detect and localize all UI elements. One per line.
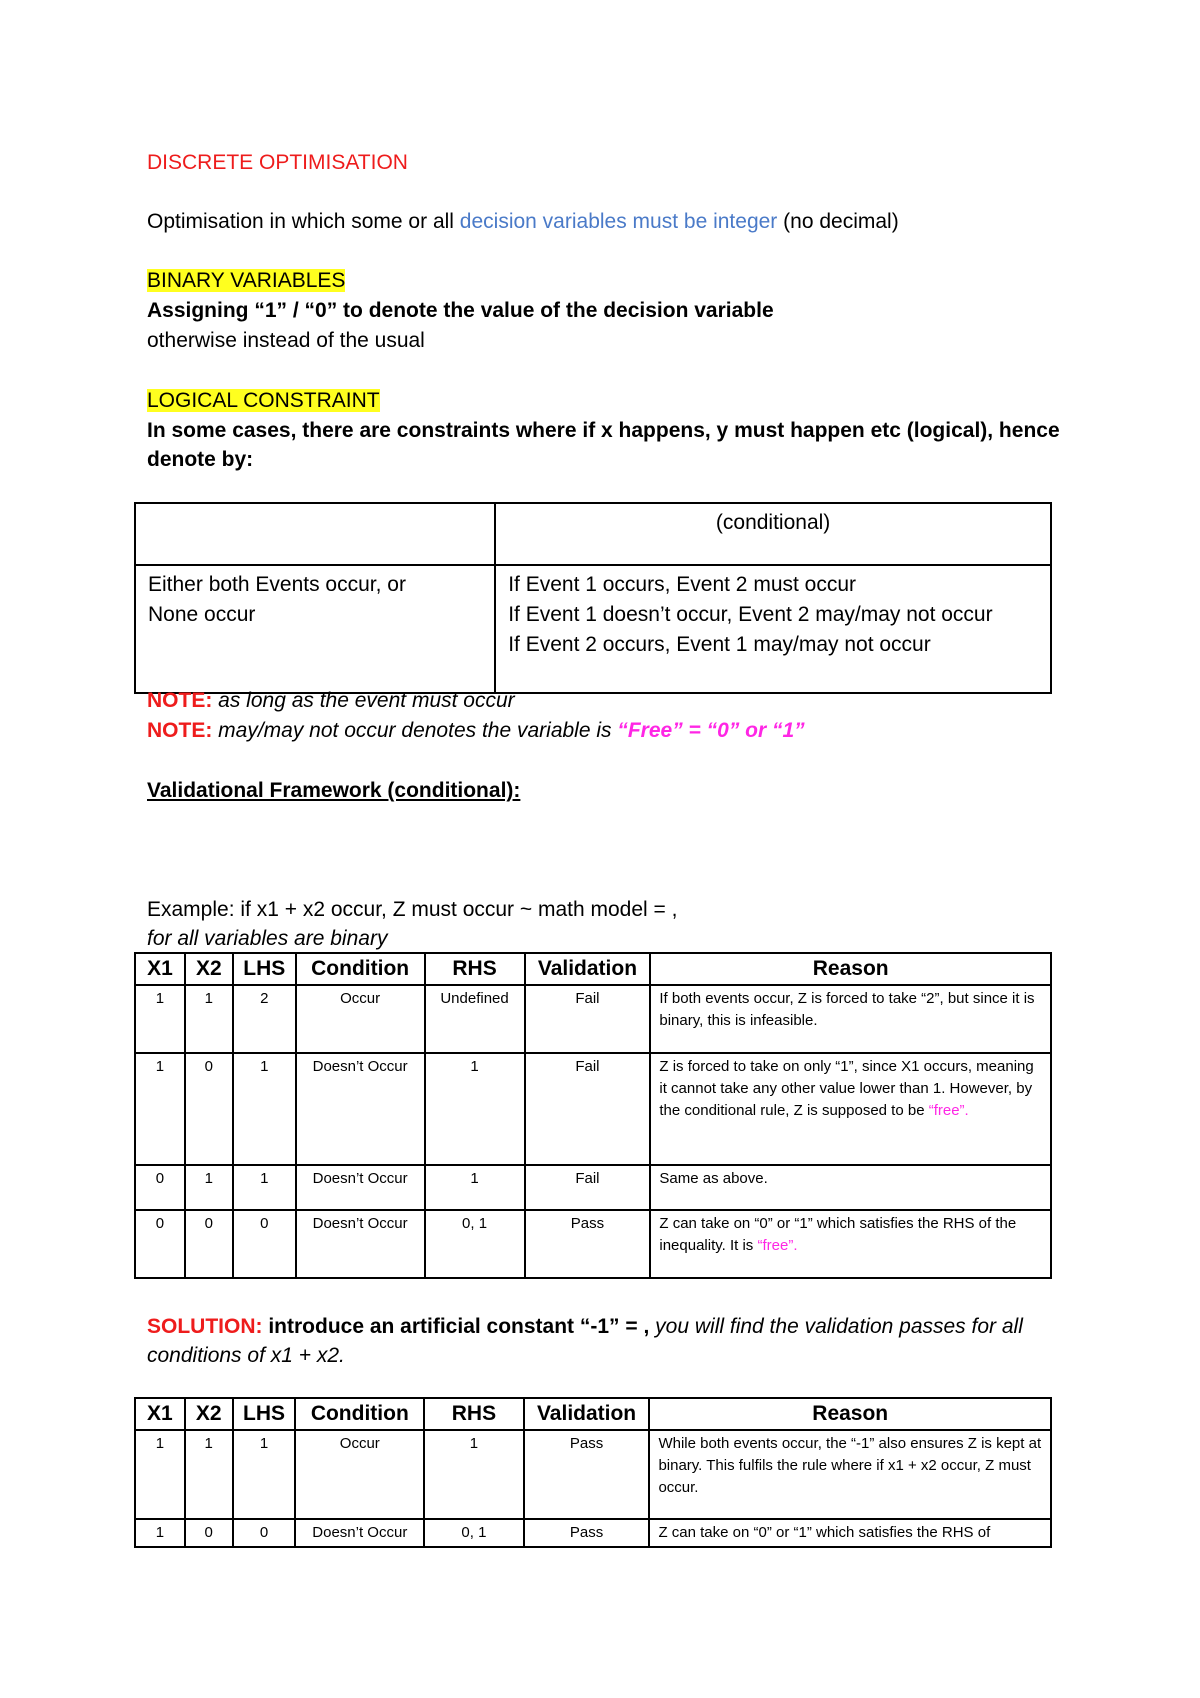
solution-line-2: conditions of x1 + x2.	[147, 1344, 345, 1367]
header-lhs: LHS	[233, 953, 296, 985]
cell-condition: Doesn’t Occur	[295, 1519, 424, 1547]
cell-condition: Doesn’t Occur	[296, 1053, 425, 1165]
logic-header-right: (conditional)	[495, 503, 1051, 565]
intro-highlight: decision variables must be integer	[459, 210, 778, 233]
note-2	[147, 716, 805, 746]
table-row	[135, 1430, 1051, 1519]
table-row	[135, 1053, 1051, 1165]
logic-table	[134, 502, 1052, 694]
cell-x1: 1	[135, 985, 185, 1053]
reason-text: Z can take on “0” or “1” which satisfies the RHS of	[658, 1524, 991, 1541]
cell-rhs: 0, 1	[425, 1210, 525, 1278]
cell-reason	[649, 1519, 1051, 1547]
note-label: NOTE:	[147, 719, 213, 742]
table-row	[135, 985, 1051, 1053]
intro-suffix: (no decimal)	[777, 210, 899, 233]
cell-validation: Fail	[525, 985, 651, 1053]
table-row	[135, 1519, 1051, 1547]
table-header-row	[135, 953, 1051, 985]
binary-heading: BINARY VARIABLES	[147, 269, 346, 292]
cell-rhs: Undefined	[425, 985, 525, 1053]
document-title: DISCRETE OPTIMISATION	[147, 151, 408, 174]
cell-lhs: 2	[233, 985, 296, 1053]
note-label: NOTE:	[147, 689, 213, 712]
cell-x1: 1	[135, 1519, 185, 1547]
logical-section-heading	[147, 386, 380, 416]
cell-condition: Doesn’t Occur	[296, 1165, 425, 1210]
solution-italic: you will find the validation passes for all	[649, 1315, 1023, 1338]
cell-x1: 0	[135, 1165, 185, 1210]
solution-label: SOLUTION:	[147, 1315, 263, 1338]
cell-x1: 0	[135, 1210, 185, 1278]
header-x1: X1	[135, 1398, 185, 1430]
logic-right-cell	[495, 565, 1051, 693]
header-x2: X2	[185, 1398, 233, 1430]
header-condition: Condition	[295, 1398, 424, 1430]
header-reason: Reason	[650, 953, 1051, 985]
logic-right-line: If Event 2 occurs, Event 1 may/may not occur	[508, 633, 931, 656]
logical-line-1: In some cases, there are constraints where if x happens, y must happen etc (logical), hence	[147, 419, 1060, 442]
cell-validation: Pass	[524, 1519, 650, 1547]
reason-text: While both events occur, the “-1” also ensures Z is kept at binary. This fulfils the rule where if x1 + x2 occur, Z must occur.	[658, 1435, 1042, 1496]
cell-lhs: 1	[233, 1053, 296, 1165]
note-1	[147, 686, 515, 716]
binary-section-heading	[147, 266, 345, 296]
table-row	[135, 1210, 1051, 1278]
logic-left-cell	[135, 565, 495, 693]
header-validation: Validation	[524, 1398, 650, 1430]
cell-condition: Occur	[296, 985, 425, 1053]
cell-reason	[650, 1053, 1051, 1165]
cell-condition: Occur	[295, 1430, 424, 1519]
cell-lhs: 1	[233, 1165, 296, 1210]
cell-rhs: 1	[425, 1053, 525, 1165]
binary-line-2: otherwise instead of the usual	[147, 329, 425, 352]
intro-prefix: Optimisation in which some or all	[147, 210, 460, 233]
solution-text: introduce an artificial constant “-1” =	[262, 1315, 644, 1338]
logic-right-line: If Event 1 occurs, Event 2 must occur	[508, 573, 857, 596]
solution-line-1	[147, 1312, 1023, 1342]
cell-reason	[650, 1210, 1051, 1278]
reason-free: “free”.	[757, 1237, 798, 1254]
header-x1: X1	[135, 953, 185, 985]
note-free-value: “Free” = “0” or “1”	[617, 719, 805, 742]
logical-heading: LOGICAL CONSTRAINT	[147, 389, 380, 412]
table-header-row	[135, 1398, 1051, 1430]
reason-free: “free”.	[928, 1102, 969, 1119]
header-x2: X2	[185, 953, 233, 985]
validation-table-2	[134, 1397, 1052, 1548]
note-text: as long as the event must occur	[212, 689, 515, 712]
logic-left-line: None occur	[148, 603, 256, 626]
solution-comma: ,	[643, 1315, 650, 1338]
cell-lhs: 0	[233, 1210, 296, 1278]
logic-left-line: Either both Events occur, or	[148, 573, 406, 596]
validation-table-1	[134, 952, 1052, 1279]
logic-header-left	[135, 503, 495, 565]
example-line-2: for all variables are binary	[147, 927, 388, 950]
logic-table-header-row	[135, 503, 1051, 565]
example-line-1: Example: if x1 + x2 occur, Z must occur ~ math model = ,	[147, 898, 678, 921]
reason-text: If both events occur, Z is forced to take “2”, but since it is binary, this is infeasible.	[659, 990, 1035, 1029]
cell-x2: 1	[185, 985, 233, 1053]
cell-reason	[650, 985, 1051, 1053]
logical-line-2: denote by:	[147, 448, 254, 471]
header-validation: Validation	[525, 953, 651, 985]
cell-x2: 0	[185, 1053, 233, 1165]
cell-x1: 1	[135, 1053, 185, 1165]
note-text: may/may not occur denotes the variable is	[212, 719, 618, 742]
table-row	[135, 1165, 1051, 1210]
logic-table-body-row	[135, 565, 1051, 693]
header-reason: Reason	[649, 1398, 1051, 1430]
cell-x1: 1	[135, 1430, 185, 1519]
header-condition: Condition	[296, 953, 425, 985]
cell-rhs: 0, 1	[424, 1519, 524, 1547]
reason-text: Same as above.	[659, 1170, 768, 1187]
cell-lhs: 1	[233, 1430, 296, 1519]
cell-reason	[649, 1430, 1051, 1519]
intro-paragraph	[147, 207, 899, 237]
cell-x2: 0	[185, 1519, 233, 1547]
cell-rhs: 1	[425, 1165, 525, 1210]
logic-right-line: If Event 1 doesn’t occur, Event 2 may/may not occur	[508, 603, 993, 626]
cell-x2: 1	[185, 1165, 233, 1210]
cell-lhs: 0	[233, 1519, 296, 1547]
cell-validation: Pass	[524, 1430, 650, 1519]
header-rhs: RHS	[425, 953, 525, 985]
cell-rhs: 1	[424, 1430, 524, 1519]
cell-x2: 0	[185, 1210, 233, 1278]
cell-validation: Fail	[525, 1165, 651, 1210]
cell-validation: Fail	[525, 1053, 651, 1165]
reason-text: Z can take on “0” or “1” which satisfies the RHS of the inequality. It is	[659, 1215, 1017, 1254]
header-rhs: RHS	[424, 1398, 524, 1430]
header-lhs: LHS	[233, 1398, 296, 1430]
framework-heading: Validational Framework (conditional):	[147, 779, 521, 802]
cell-x2: 1	[185, 1430, 233, 1519]
binary-line-1: Assigning “1” / “0” to denote the value of the decision variable	[147, 299, 774, 322]
reason-text: Z is forced to take on only “1”, since X1 occurs, meaning it cannot take any other value lower than 1. However, by the conditional rule, Z is supposed to be	[659, 1058, 1034, 1119]
cell-validation: Pass	[525, 1210, 651, 1278]
cell-reason	[650, 1165, 1051, 1210]
cell-condition: Doesn’t Occur	[296, 1210, 425, 1278]
